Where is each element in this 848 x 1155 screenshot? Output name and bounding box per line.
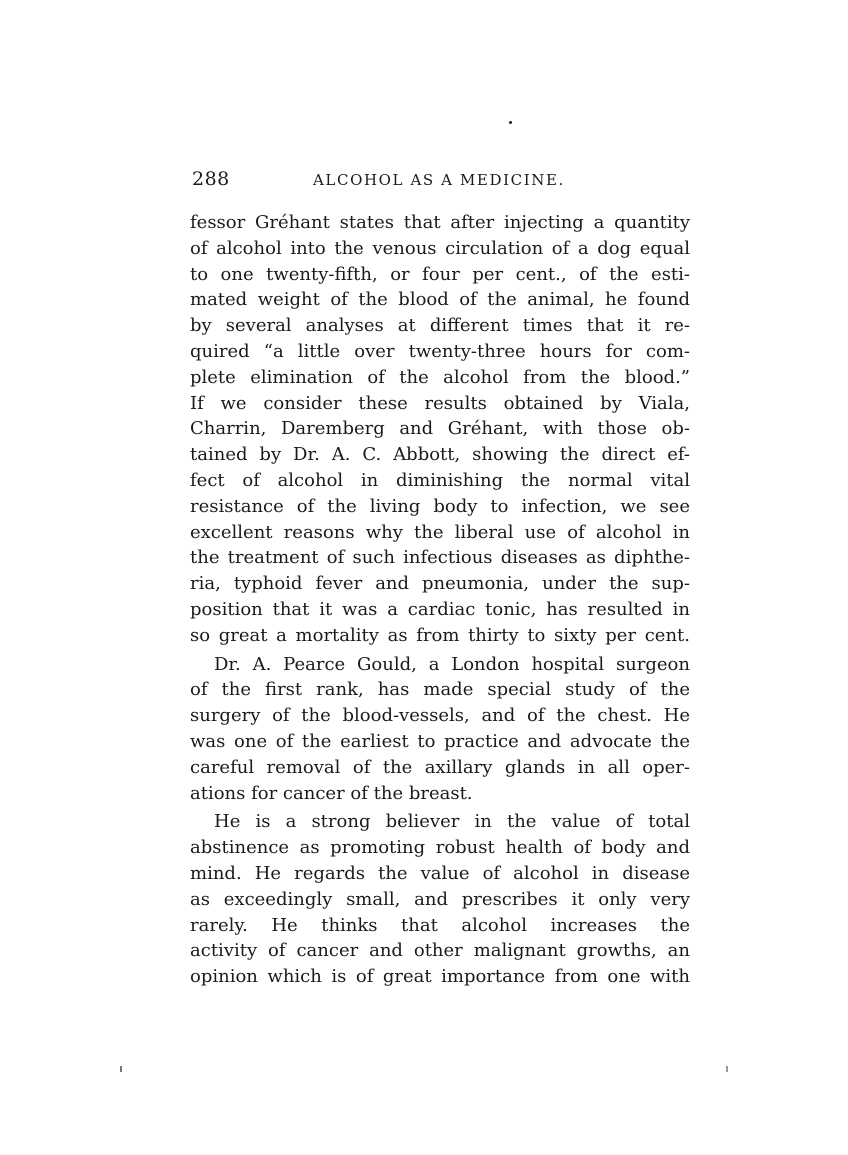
text-line: ations for cancer of the breast. xyxy=(190,782,473,804)
text-line: so great a mortality as from thirty to sixty per cent. xyxy=(190,624,690,646)
page-header xyxy=(192,168,692,194)
text-line: fect of alcohol in diminishing the normal vital xyxy=(190,469,690,491)
text-line: tained by Dr. A. C. Abbott, showing the direct ef- xyxy=(190,444,690,466)
text-line: of the first rank, has made special study of the xyxy=(190,679,690,701)
text-line: by several analyses at different times that it re- xyxy=(190,315,690,337)
paragraph xyxy=(190,210,690,649)
text-line: mind. He regards the value of alcohol in disease xyxy=(190,862,690,884)
text-line: was one of the earliest to practice and advocate the xyxy=(190,730,690,752)
paragraph xyxy=(190,809,690,990)
text-line: of alcohol into the venous circulation of a dog equal xyxy=(190,237,690,259)
paragraph xyxy=(190,652,690,807)
body-text xyxy=(190,210,690,990)
text-line: rarely. He thinks that alcohol increases the xyxy=(190,914,690,936)
text-line: opinion which is of great importance from one with xyxy=(190,966,690,988)
text-line: position that it was a cardiac tonic, has resulted in xyxy=(190,598,690,620)
text-line: Charrin, Daremberg and Gréhant, with those ob- xyxy=(190,418,690,440)
text-line: activity of cancer and other malignant growths, an xyxy=(190,940,690,962)
text-line: resistance of the living body to infection, we see xyxy=(190,495,690,517)
text-line: He is a strong believer in the value of total xyxy=(214,811,690,833)
text-line: the treatment of such infectious diseases as diphthe- xyxy=(190,547,690,569)
text-line: fessor Gréhant states that after injecting a quantity xyxy=(190,212,690,233)
text-line: surgery of the blood-vessels, and of the chest. He xyxy=(190,705,690,727)
text-line: plete elimination of the alcohol from the blood.” xyxy=(190,366,690,388)
text-line: Dr. A. Pearce Gould, a London hospital surgeon xyxy=(214,653,690,675)
text-line: careful removal of the axillary glands in all oper- xyxy=(190,756,690,778)
running-title: ALCOHOL AS A MEDICINE. xyxy=(313,171,565,189)
text-line: to one twenty-fifth, or four per cent., of the esti- xyxy=(190,263,690,285)
text-line: quired “a little over twenty-three hours for com- xyxy=(190,340,690,362)
page-number: 288 xyxy=(192,168,230,190)
scan-speck xyxy=(120,1066,122,1072)
text-line: excellent reasons why the liberal use of alcohol in xyxy=(190,521,690,543)
text-line: If we consider these results obtained by Viala, xyxy=(190,392,690,414)
text-line: abstinence as promoting robust health of body and xyxy=(190,837,690,859)
text-line: mated weight of the blood of the animal, he found xyxy=(190,289,690,311)
text-line: ria, typhoid fever and pneumonia, under the sup- xyxy=(190,573,690,595)
print-speck xyxy=(509,121,512,124)
scan-speck xyxy=(726,1066,728,1072)
text-line: as exceedingly small, and prescribes it only very xyxy=(190,888,690,910)
